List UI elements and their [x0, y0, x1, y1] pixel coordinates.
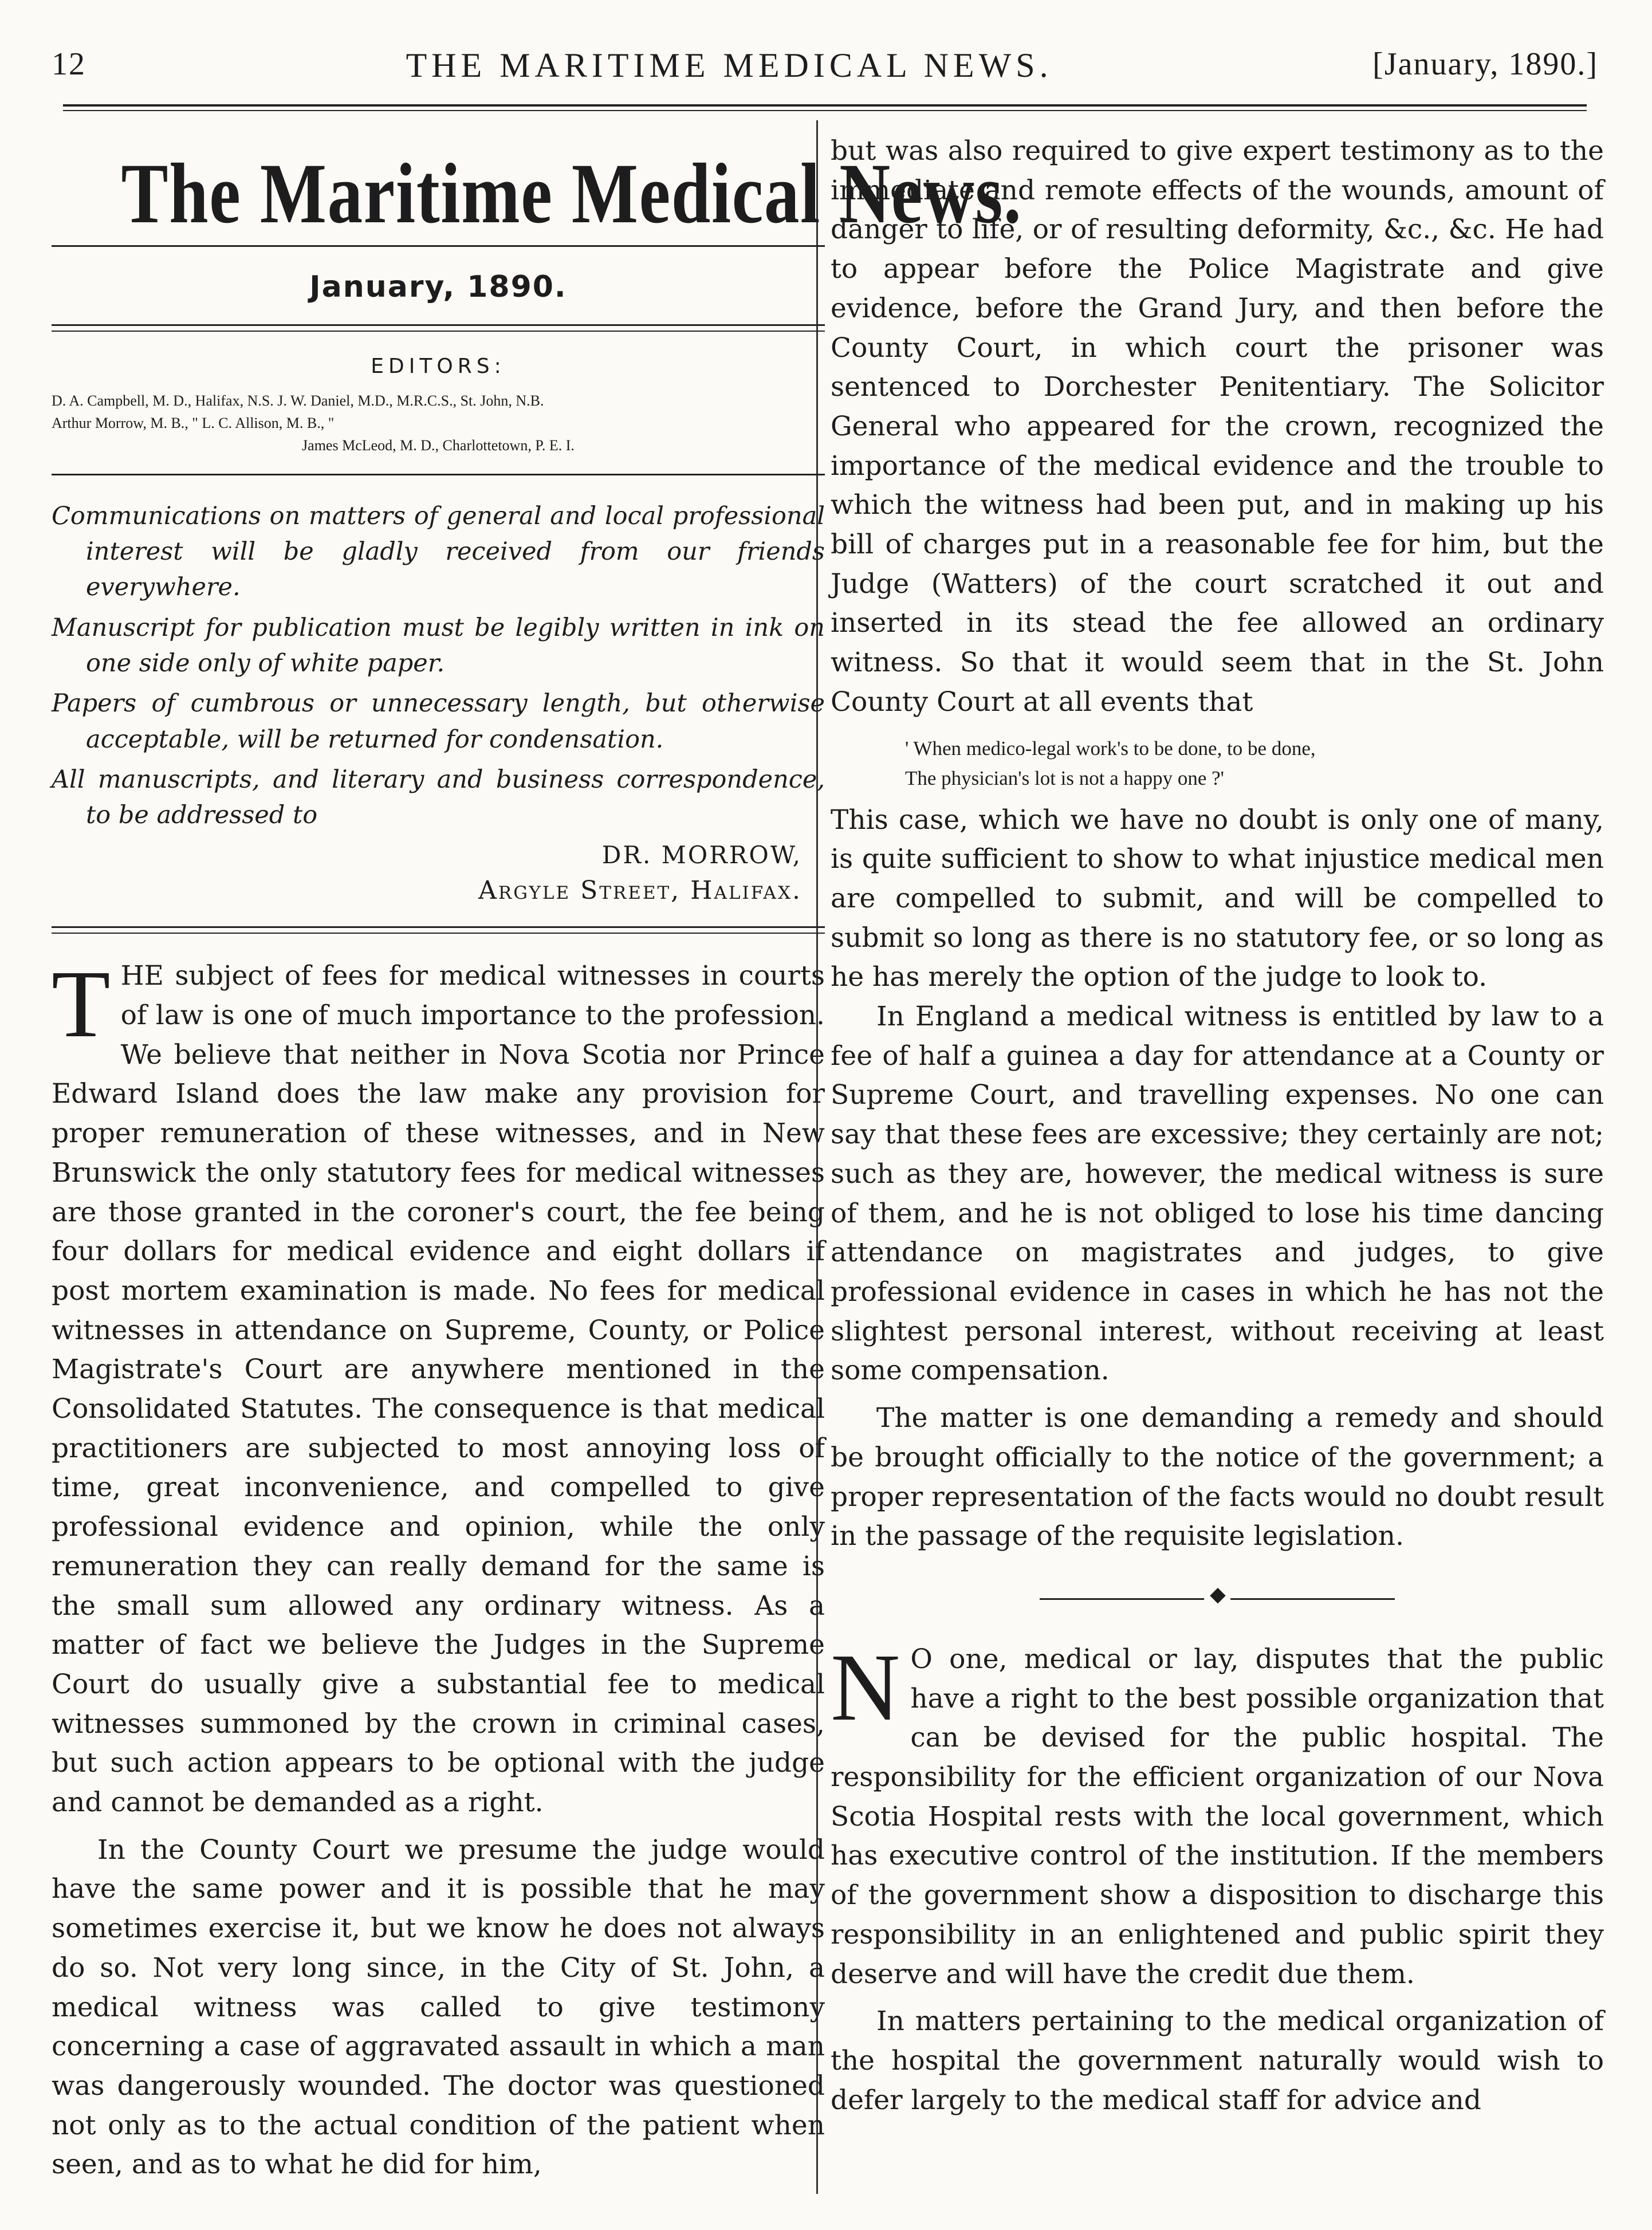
- quote-line-2: The physician's lot is not a happy one ?': [905, 767, 1224, 790]
- notice-address: All manuscripts, and literary and business correspondence, to be addressed to: [52, 765, 825, 830]
- left-column: [52, 132, 1022, 2185]
- article-fees-paragraph-5: The matter is one demanding a remedy and should be brought officially to the notice of the government; a proper representation of the facts would no doubt result in the passage of the requisite legislation.: [831, 1402, 1604, 1552]
- running-head-date: [January, 1890.]: [1372, 46, 1598, 82]
- notices: [52, 498, 825, 833]
- verse-quote: [905, 734, 1604, 794]
- journal-running-title: THE MARITIME MEDICAL NEWS.: [406, 46, 1053, 84]
- editors-line-1: D. A. Campbell, M. D., Halifax, N.S. J. W. Daniel, M.D., M.R.C.S., St. John, N.B.: [52, 392, 544, 409]
- dropcap-n: N: [831, 1634, 900, 1741]
- right-column: [831, 132, 1604, 2120]
- quote-line-1: ' When medico-legal work's to be done, to be done,: [905, 737, 1316, 760]
- dropcap-t: T: [52, 951, 111, 1058]
- notices-rule: [52, 474, 825, 475]
- header-rule-thin: [63, 110, 1587, 111]
- article-rule: [52, 926, 825, 934]
- editors-line-3: James McLeod, M. D., Charlottetown, P. E. I.: [302, 436, 575, 454]
- article-hospital-paragraph-1: N O one, medical or lay, disputes that the public have a right to the best possible organization that can be devised for the public hospital. The responsibility for the efficient organization of our Nova Scotia Hospital rests with the local government, which has executive control of the institution. If the members of the government show a disposition to discharge this responsibility in an enlightened and public spirit they deserve and will have the credit due them.: [831, 1634, 1604, 1990]
- article-fees-paragraph-2: In the County Court we presume the judge would have the same power and it is possible that he may sometimes exercise it, but we know he does not always do so. Not very long since, in the City of St. John, a medical witness was called to give testimony concerning a case of aggravated assault in which a man was dangerously wounded. The doctor was questioned not only as to the actual condition of the patient when seen, and as to what he did for him,: [52, 1834, 825, 2181]
- article-hospital-paragraph-2: In matters pertaining to the medical organization of the hospital the government naturally would wish to defer largely to the medical staff for advice and: [831, 2005, 1604, 2116]
- notice-papers: Papers of cumbrous or unnecessary length, but otherwise acceptable, will be returned for condensation.: [52, 689, 825, 754]
- issue-date: January, 1890.: [309, 269, 567, 304]
- editors-heading: EDITORS:: [371, 354, 506, 378]
- notice-communications: Communications on matters of general and local professional interest will be gladly received from our friends everywhere.: [52, 501, 825, 602]
- article-fees-paragraph-3: This case, which we have no doubt is only one of many, is quite sufficient to show to what injustice medical men are compelled to submit, and will be compelled to submit so long as there is no statutory fee, or so long as he has merely the option of the judge to look to.: [831, 804, 1604, 993]
- article-fees-paragraph-2-continued: but was also required to give expert testimony as to the immediate and remote effects of the wounds, amount of danger to life, or of resulting deformity, &c., &c. He had to appear before the Police Magistrate and give evidence, before the Grand Jury, and then before the County Court, in which court the prisoner was sentenced to Dorchester Penitentiary. The Solicitor General who appeared for the crown, recognized the importance of the medical evidence and the trouble to which the witness had been put, and in making up his bill of charges put in a reasonable fee for him, but the Judge (Watters) of the court scratched it out and inserted in its stead the fee allowed an ordinary witness. So that it would seem that in the St. John County Court at all events that: [831, 135, 1604, 718]
- running-head: [52, 46, 1598, 92]
- masthead-title: The Maritime Medical News.: [121, 146, 1022, 241]
- notice-manuscript: Manuscript for publication must be legibly written in ink on one side only of white paper.: [52, 613, 825, 678]
- section-ornament: [831, 1579, 1604, 1606]
- address-street: Argyle Street, Halifax.: [478, 876, 802, 906]
- header-rule: [63, 104, 1587, 107]
- article-fees-paragraph-1: THE subject of fees for medical witnesses in courts of law is one of much importance to the profession. We believe that neither in Nova Scotia nor Prince Edward Island does the law make any provision for proper remuneration of these witnesses, and in New Brunswick the only statutory fees for medical witnesses are those granted in the coroner's court, the fee being four dollars for medical evidence and eight dollars if post mortem examination is made. No fees for medical witnesses in attendance on Supreme, County, or Police Magistrate's Court are anywhere mentioned in the Consolidated Statutes. The consequence is that medical practitioners are subjected to most annoying loss of time, great inconvenience, and compelled to give professional evidence and opinion, while the only remuneration they can really demand for the same is the small sum allowed any ordinary witness. As a matter of fact we believe the Judges in the Supreme Court do usually give a substantial fee to medical witnesses summoned by the crown in criminal cases, but such action appears to be optional with the judge and cannot be demanded as a right.: [52, 951, 825, 1819]
- editors-line-2: Arthur Morrow, M. B., " L. C. Allison, M. B., ": [52, 414, 335, 431]
- page-number: 12: [52, 46, 86, 82]
- address-name: DR. MORROW,: [601, 840, 802, 869]
- article-fees-paragraph-4: In England a medical witness is entitled by law to a fee of half a guinea a day for attendance at a County or Supreme Court, and travelling expenses. No one can say that these fees are excessive; they certainly are not; such as they are, however, the medical witness is sure of them, and he is not obliged to lose his time dancing attendance on magistrates and judges, to give professional evidence in cases in which he has not the slightest personal interest, without receiving at least some compensation.: [831, 1001, 1604, 1387]
- editors-rule: [52, 324, 825, 332]
- masthead-rule: [52, 245, 825, 247]
